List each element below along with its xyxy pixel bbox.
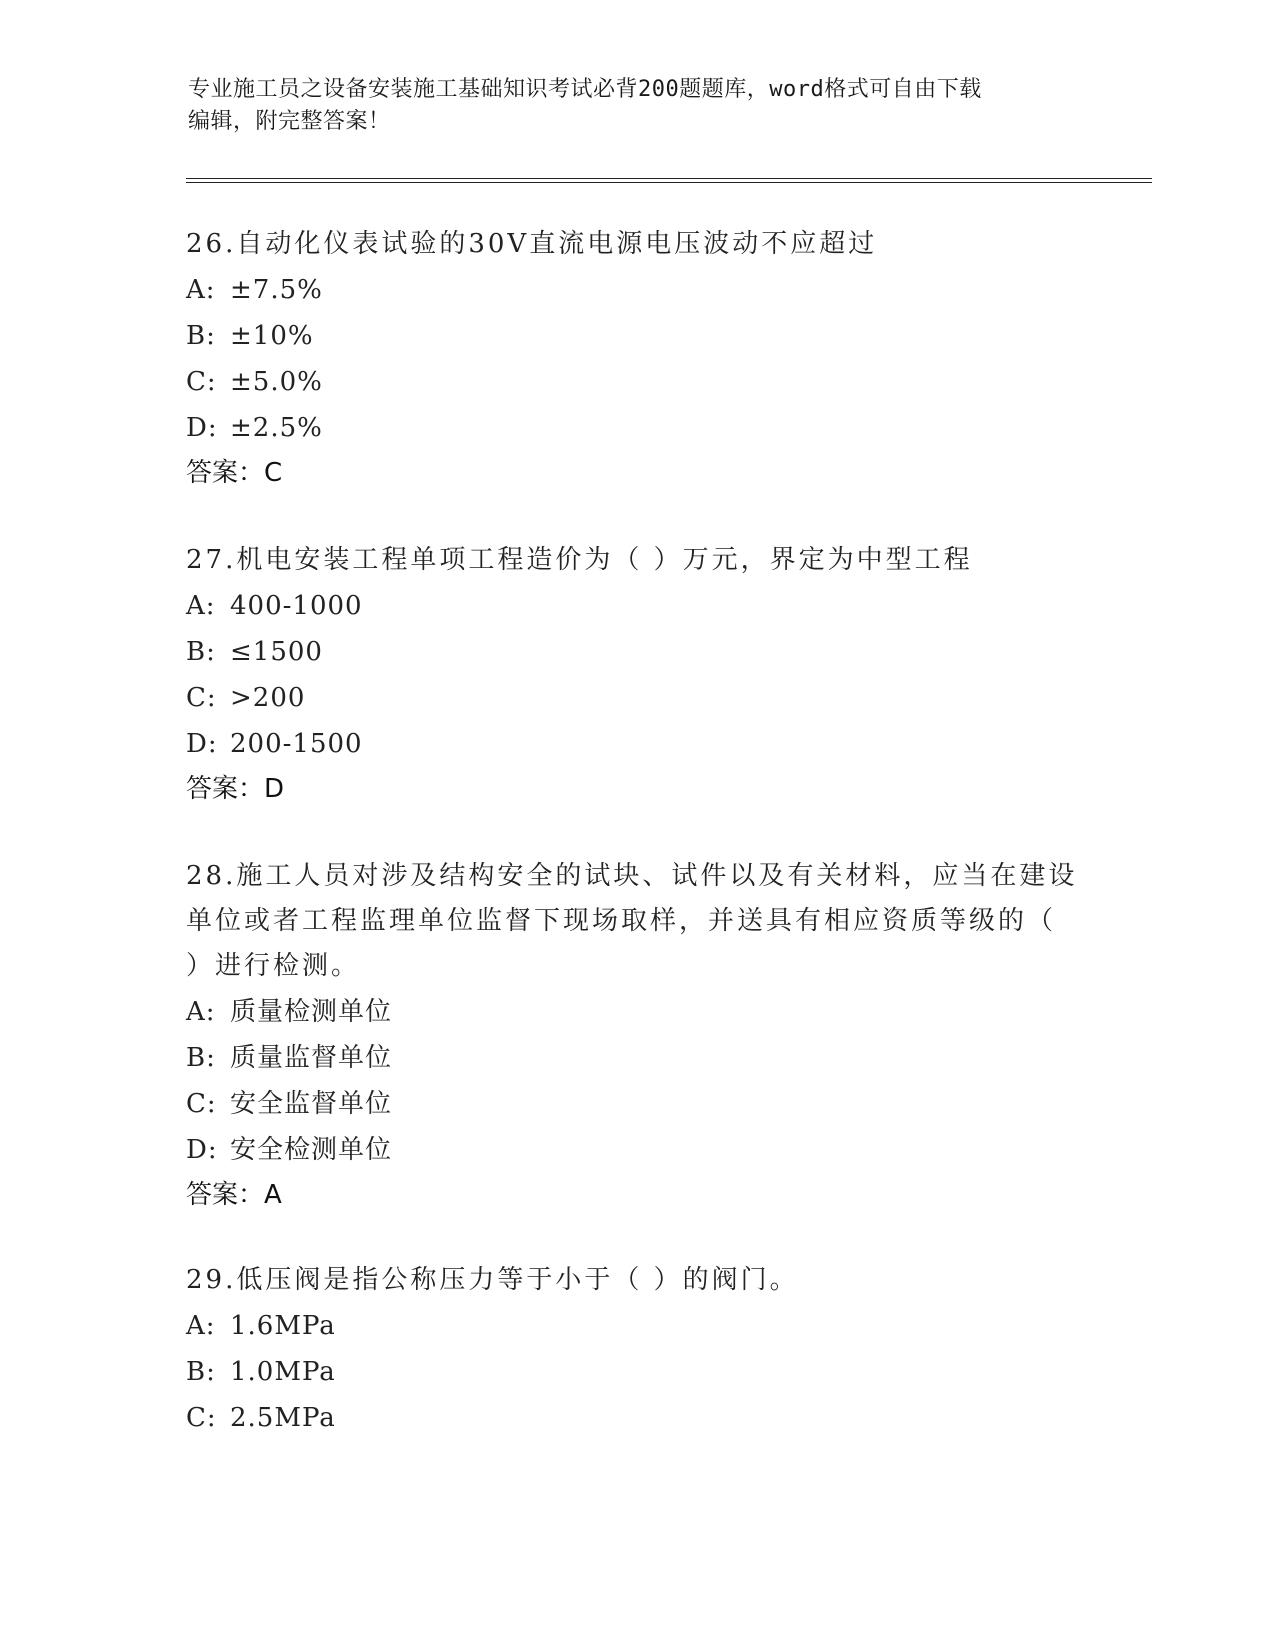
option-label: C: [186,683,217,713]
header-divider-top [186,178,1152,179]
option-b [186,629,1086,675]
option-label: A: [186,1311,216,1341]
option-text: ≤1500 [230,637,323,667]
question-stem-line-1: 28.施工人员对涉及结构安全的试块、试件以及有关材料，应当在建设 [186,861,1078,891]
option-b [186,1349,1086,1395]
option-c [186,1081,1086,1127]
option-text: ±10% [230,321,314,351]
question-26 [186,222,1086,495]
option-c [186,359,1086,405]
option-label: D: [186,413,218,443]
option-text: 1.0MPa [230,1357,336,1387]
option-label: A: [186,591,216,621]
question-stem: 26.自动化仪表试验的30V直流电源电压波动不应超过 [186,229,878,259]
option-label: B: [186,1357,216,1387]
question-29 [186,1258,1086,1441]
option-d [186,721,1086,767]
option-text: 质量监督单位 [230,1043,393,1073]
option-b [186,313,1086,359]
option-b [186,1035,1086,1081]
option-a [186,583,1086,629]
option-label: B: [186,1043,216,1073]
option-label: D: [186,729,218,759]
question-stem: 29.低压阀是指公称压力等于小于（ ）的阀门。 [186,1265,799,1295]
answer: 答案：C [186,458,283,488]
option-label: C: [186,1403,217,1433]
question-stem-line-2: 单位或者工程监理单位监督下现场取样，并送具有相应资质等级的（ [186,906,1057,936]
option-text: 安全监督单位 [230,1089,393,1119]
option-label: C: [186,1089,217,1119]
option-label: C: [186,367,217,397]
answer: 答案：D [186,774,285,804]
option-label: B: [186,321,216,351]
header-line-1: 专业施工员之设备安装施工基础知识考试必背200题题库，word格式可自由下载 [188,77,982,102]
option-label: B: [186,637,216,667]
option-text: >200 [230,683,306,713]
option-text: 安全检测单位 [230,1135,393,1165]
option-text: 200-1500 [230,729,363,759]
header-line-2: 编辑，附完整答案！ [188,109,391,134]
option-text: 2.5MPa [230,1403,336,1433]
option-d [186,1127,1086,1173]
question-stem: 27.机电安装工程单项工程造价为（ ）万元，界定为中型工程 [186,545,973,575]
option-c [186,1395,1086,1441]
option-label: A: [186,275,216,305]
option-d [186,405,1086,451]
option-a [186,1303,1086,1349]
header-divider-bottom [186,182,1152,183]
option-text: ±5.0% [230,367,323,397]
option-a [186,267,1086,313]
document-header [188,74,1088,138]
question-28 [186,854,1086,1217]
option-label: A: [186,997,216,1027]
option-text: ±7.5% [230,275,323,305]
option-label: D: [186,1135,218,1165]
question-stem-line-3: ）进行检测。 [186,951,361,981]
option-a [186,989,1086,1035]
option-text: ±2.5% [230,413,323,443]
option-c [186,675,1086,721]
answer: 答案：A [186,1180,282,1210]
option-text: 1.6MPa [230,1311,336,1341]
option-text: 400-1000 [230,591,363,621]
question-27 [186,538,1086,811]
option-text: 质量检测单位 [230,997,393,1027]
